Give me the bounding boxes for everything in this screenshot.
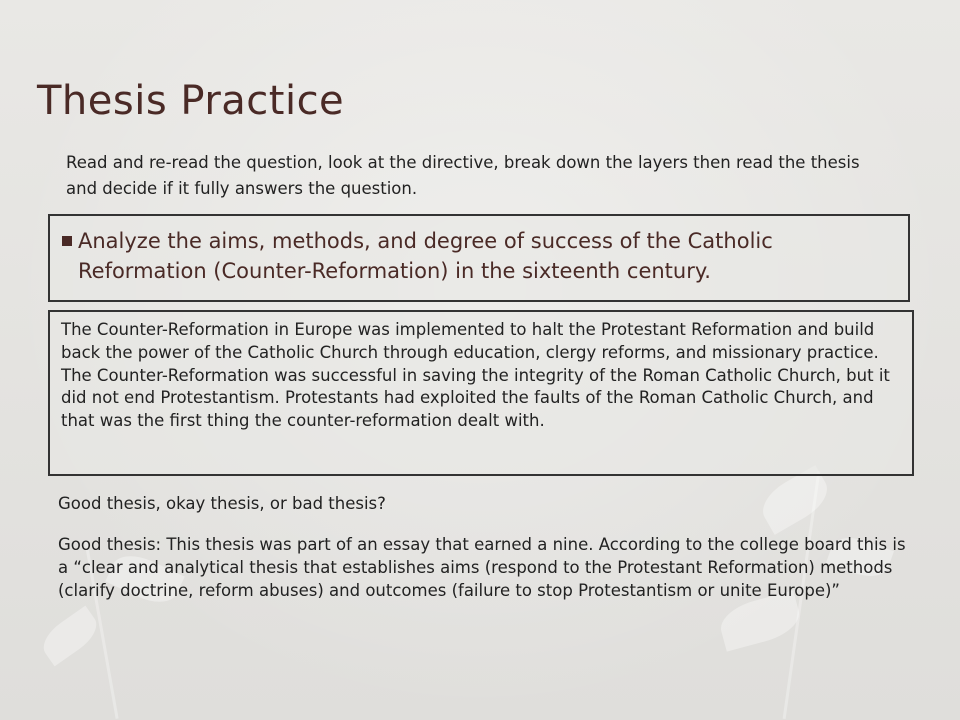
- evaluation-prompt: Good thesis, okay thesis, or bad thesis?: [58, 494, 386, 513]
- thesis-text: The Counter-Reformation in Europe was implemented to halt the Protestant Reformation and build back the power of the Catholic Church through education, clergy reforms, and missionary practice. The Counter-Reformation was successful in saving the integrity of the Roman Catholic Church, but it did not end Protestantism. Protestants had exploited the faults of the Roman Catholic Church, and that was the first thing the counter-reformation dealt with.: [61, 320, 890, 431]
- answer-text: Good thesis: This thesis was part of an essay that earned a nine. According to the college board this is a “clear and analytical thesis that establishes aims (respond to the Protestant Reformation) methods (clarify doctrine, reform abuses) and outcomes (failure to stop Protestantism or unite Europe)”: [58, 535, 906, 600]
- square-bullet-icon: [62, 236, 72, 246]
- question-item: [62, 226, 882, 286]
- question-text: Analyze the aims, methods, and degree of success of the Catholic Reformation (Counter-Reformation) in the sixteenth century.: [78, 229, 773, 283]
- question-box: [48, 214, 910, 302]
- slide-title: Thesis Practice: [37, 78, 345, 124]
- thesis-box: [48, 310, 914, 476]
- intro-text: Read and re-read the question, look at the directive, break down the layers then read the thesis and decide if it fully answers the question.: [66, 153, 860, 198]
- decorative-leaf: [36, 606, 104, 667]
